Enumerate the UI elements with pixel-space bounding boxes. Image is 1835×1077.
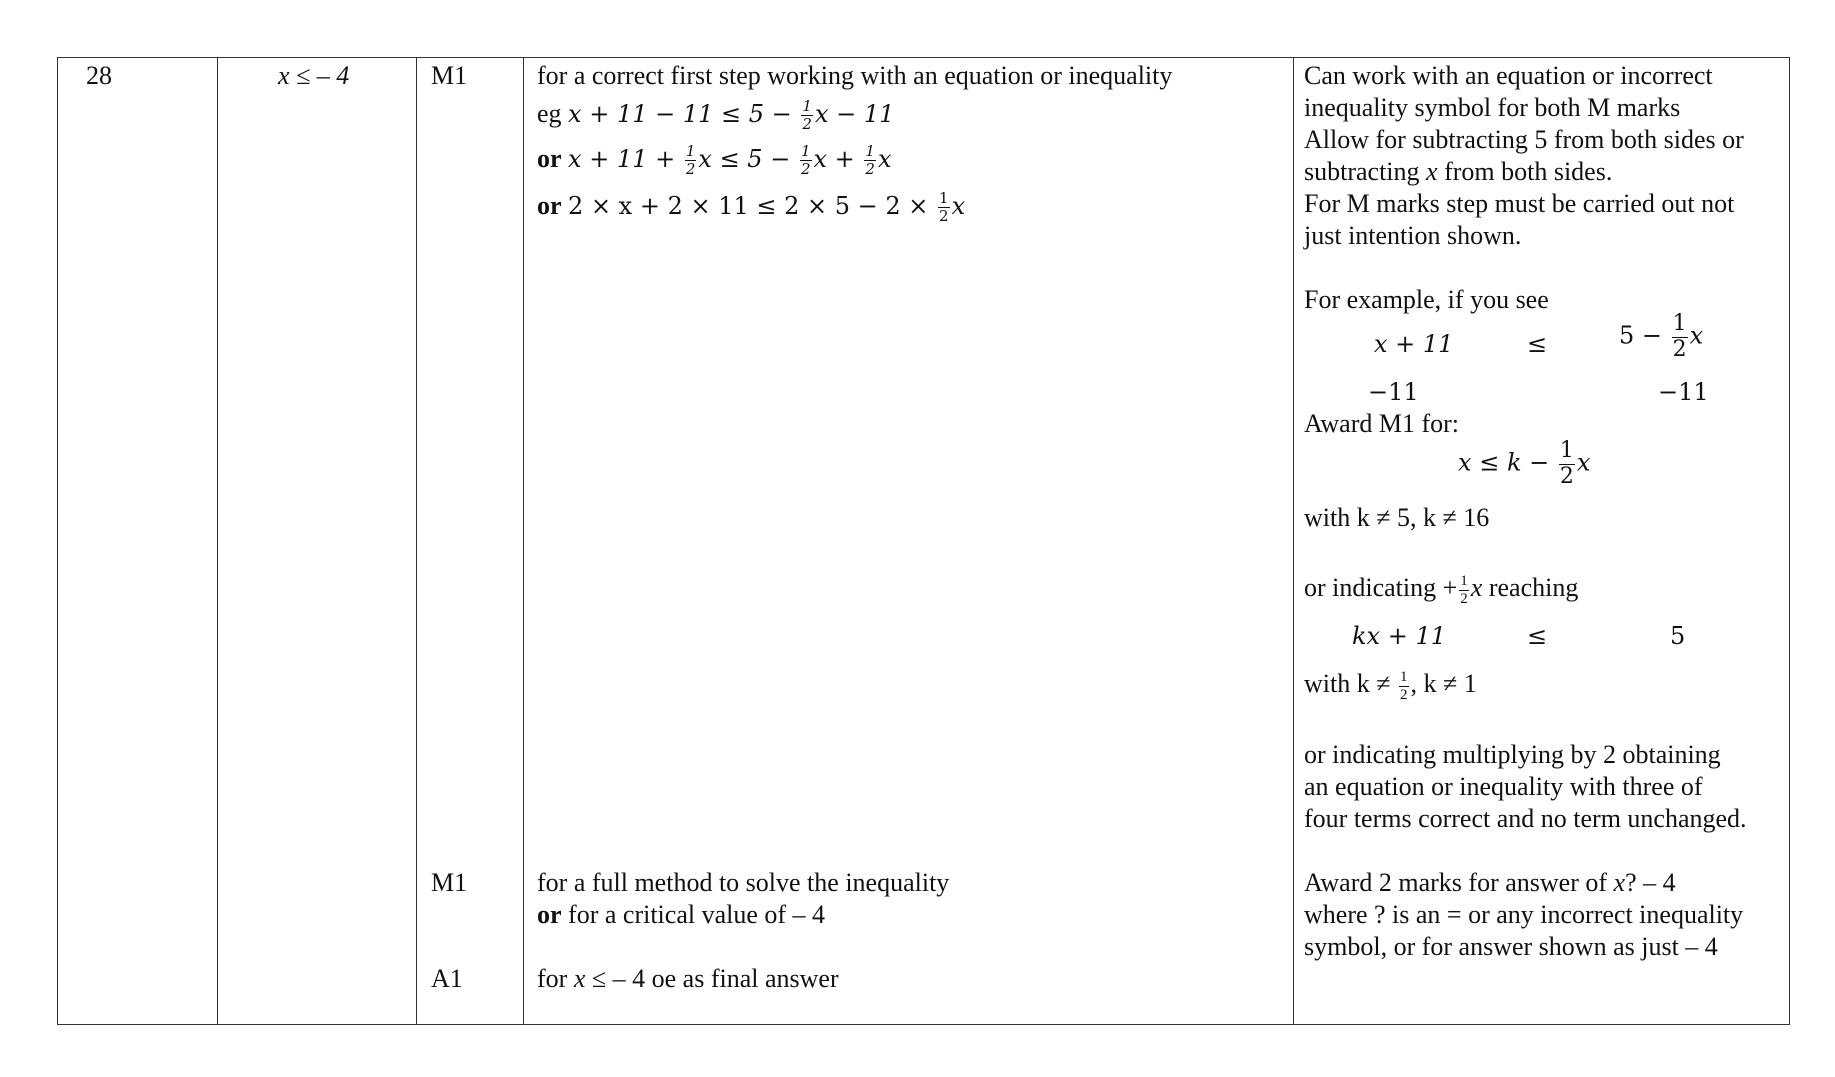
column-divider (523, 58, 524, 1024)
guidance-line: subtracting x from both sides. (1304, 157, 1613, 186)
or1-part-a: x + 11 + (568, 145, 683, 173)
guidance-line: symbol, or for answer shown as just – 4 (1304, 932, 1718, 961)
fraction-half: $\frac{1}{2}$ (685, 142, 696, 178)
fraction-half: $\frac{1}{2}$ (1460, 572, 1468, 607)
fraction-half: $\frac{1}{2}$ (939, 189, 949, 225)
m1-second-description-2 (537, 899, 825, 931)
guidance-line: or indicating multiplying by 2 obtaining (1304, 740, 1721, 769)
or1-part-b: x ≤ 5 − (698, 145, 798, 173)
m1-or-line-1 (537, 143, 892, 177)
eg-expression: x + 11 − 11 ≤ 5 − (568, 100, 800, 128)
or2-part-a: 2 × x + 2 × 11 ≤ 2 × 5 − 2 × (568, 192, 937, 220)
eg-prefix: eg (537, 99, 562, 128)
fraction-half: $\frac{1}{2}$ (1672, 311, 1687, 362)
or1-part-c: x + (813, 145, 863, 173)
award-m1-label: Award M1 for: (1304, 409, 1460, 438)
mark-code-a1: A1 (431, 964, 463, 993)
guidance-line: For M marks step must be carried out not (1304, 189, 1735, 218)
guidance-line: just intention shown. (1304, 221, 1522, 250)
example-relation: ≤ (1527, 330, 1548, 358)
question-number: 28 (86, 61, 112, 90)
guidance-line: Allow for subtracting 5 from both sides or (1304, 125, 1744, 154)
award-2-marks-line: Award 2 marks for answer of x? – 4 (1304, 868, 1676, 897)
award-m1-expression: x ≤ k − $\frac{1}{2}$ x (1458, 438, 1591, 489)
column-divider (416, 58, 417, 1024)
answer-text: x ≤ – 4 (278, 61, 350, 90)
indicating-half-line: or indicating + $\frac{1}{2}$ x reaching (1304, 572, 1579, 607)
fraction-half: $\frac{1}{2}$ (800, 142, 811, 178)
a1-description: for x ≤ – 4 oe as final answer (537, 964, 839, 993)
guidance-line: four terms correct and no term unchanged. (1304, 804, 1747, 833)
example-minus-right: −11 (1658, 378, 1709, 406)
answer-cell (278, 60, 349, 92)
eg-expression-tail: x − 11 (814, 100, 895, 128)
with-k-condition-1: with k ≠ 5, k ≠ 16 (1304, 503, 1490, 532)
m1-or-line-2 (537, 190, 965, 224)
mark-code-m1-first: M1 (431, 61, 468, 90)
column-divider (1293, 58, 1294, 1024)
guidance-line: inequality symbol for both M marks (1304, 93, 1681, 122)
example-lhs: x + 11 (1374, 330, 1454, 358)
guidance-line: an equation or inequality with three of (1304, 772, 1703, 801)
or-prefix: or (537, 191, 562, 220)
m1-description: for a correct first step working with an equation or inequality (537, 61, 1173, 90)
guidance-line: Can work with an equation or incorrect (1304, 61, 1713, 90)
example-intro: For example, if you see (1304, 285, 1549, 314)
column-divider (217, 58, 218, 1024)
m1-eg-line (537, 98, 894, 132)
kx-relation: ≤ (1527, 622, 1548, 650)
fraction-half: $\frac{1}{2}$ (802, 97, 812, 133)
fraction-half: $\frac{1}{2}$ (1400, 668, 1408, 703)
or2-part-b: x (951, 192, 966, 220)
or-prefix: or (537, 900, 562, 929)
m1-second-description-1: for a full method to solve the inequality (537, 868, 950, 897)
fraction-half: $\frac{1}{2}$ (865, 142, 875, 178)
fraction-half: $\frac{1}{2}$ (1559, 438, 1574, 489)
kx-rhs: 5 (1670, 622, 1686, 650)
or1-part-d: x (877, 145, 892, 173)
guidance-line: where ? is an = or any incorrect inequality (1304, 900, 1744, 929)
or-prefix: or (537, 144, 562, 173)
kx-lhs: kx + 11 (1352, 622, 1446, 650)
critical-value-text: for a critical value of – 4 (561, 900, 826, 929)
example-minus-left: −11 (1368, 378, 1419, 406)
mark-code-m1-second: M1 (431, 868, 468, 897)
with-k-condition-2: with k ≠ $\frac{1}{2}$ , k ≠ 1 (1304, 668, 1477, 703)
example-rhs: 5 − $\frac{1}{2}$ x (1619, 311, 1704, 362)
